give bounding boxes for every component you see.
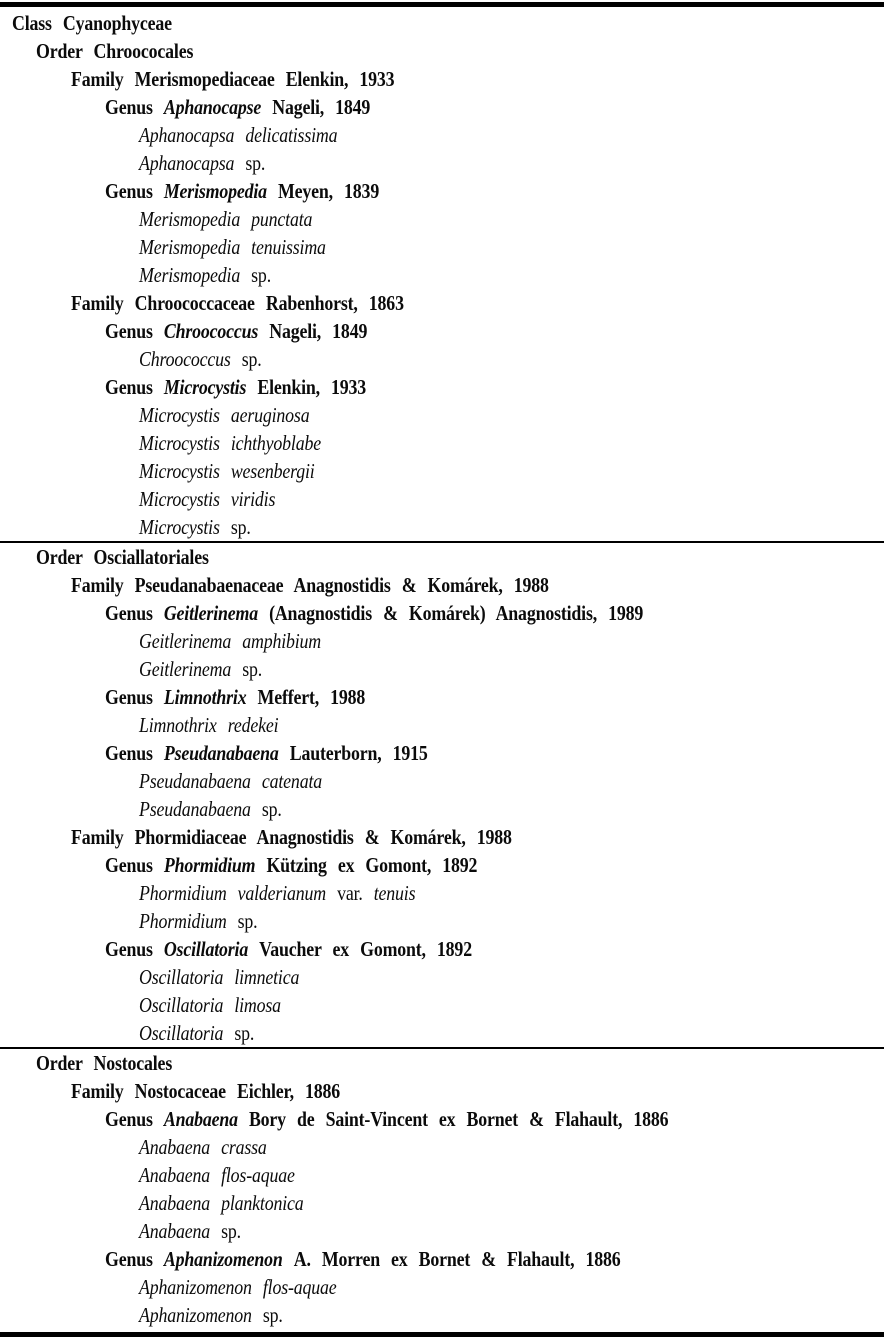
taxon-segment: Geitlerinema [163, 601, 258, 625]
taxon-text [139, 121, 337, 149]
taxon-text [139, 1161, 295, 1189]
taxon-segment: Anabaena [139, 1219, 211, 1243]
row-species [0, 991, 884, 1019]
taxon-segment: (Anagnostidis & Komárek) Anagnostidis, 1989 [269, 601, 644, 625]
taxon-segment: sp. [221, 1219, 241, 1243]
taxon-segment: Bory de Saint-Vincent ex Bornet & Flahault, 1886 [248, 1107, 669, 1131]
taxon-segment: Order Chroococales [36, 39, 194, 63]
taxon-segment: Family Pseudanabaenaceae Anagnostidis & Komárek, 1988 [71, 573, 549, 597]
taxon-text [139, 907, 257, 935]
row-species [0, 711, 884, 739]
row-genus [0, 851, 884, 879]
row-species [0, 627, 884, 655]
taxon-text [139, 205, 312, 233]
taxon-segment: Genus [105, 319, 153, 343]
taxon-text [105, 93, 370, 121]
taxon-text [105, 317, 367, 345]
taxon-segment: Oscillatoria limnetica [139, 965, 300, 989]
taxon-text [139, 261, 271, 289]
taxon-segment: Chroococcus [139, 347, 231, 371]
taxon-text [139, 429, 321, 457]
row-species [0, 1301, 884, 1329]
row-species [0, 1217, 884, 1245]
row-species [0, 261, 884, 289]
taxon-text [139, 1301, 283, 1329]
taxon-text [105, 851, 477, 879]
taxon-segment: Phormidium [139, 909, 227, 933]
row-family [0, 823, 884, 851]
row-species [0, 485, 884, 513]
taxon-segment: Aphanizomenon flos-aquae [139, 1275, 337, 1299]
taxon-text [139, 149, 265, 177]
taxon-segment: Chroococcus [163, 319, 259, 343]
taxon-segment: Phormidium valderianum [139, 881, 326, 905]
taxon-segment: Nageli, 1849 [272, 95, 371, 119]
row-species [0, 401, 884, 429]
taxon-text [139, 233, 326, 261]
taxon-segment: Vaucher ex Gomont, 1892 [259, 937, 472, 961]
row-species [0, 513, 884, 541]
taxon-segment: Order Osciallatoriales [36, 545, 209, 569]
taxonomy-table [0, 2, 884, 1337]
taxon-text [139, 485, 275, 513]
row-genus [0, 1105, 884, 1133]
taxon-segment: Merismopedia tenuissima [139, 235, 326, 259]
taxon-segment: Genus [105, 937, 153, 961]
row-species [0, 1189, 884, 1217]
row-genus [0, 373, 884, 401]
taxon-segment: Oscillatoria limosa [139, 993, 281, 1017]
row-species [0, 655, 884, 683]
taxon-segment: A. Morren ex Bornet & Flahault, 1886 [293, 1247, 621, 1271]
row-family [0, 1077, 884, 1105]
taxon-segment: Anabaena crassa [139, 1135, 267, 1159]
taxon-segment: Merismopedia punctata [139, 207, 313, 231]
taxon-segment: Limnothrix redekei [139, 713, 279, 737]
row-species [0, 205, 884, 233]
taxon-segment: Family Nostocaceae Eichler, 1886 [71, 1079, 341, 1103]
taxon-segment: Merismopedia [163, 179, 267, 203]
taxon-segment: Limnothrix [163, 685, 247, 709]
row-family [0, 289, 884, 317]
taxon-text [139, 711, 278, 739]
taxon-segment: Genus [105, 853, 153, 877]
taxon-text [105, 1105, 668, 1133]
row-genus [0, 739, 884, 767]
taxon-segment: sp. [230, 515, 251, 539]
taxon-text [105, 599, 643, 627]
row-species [0, 121, 884, 149]
taxon-segment: sp. [234, 1021, 255, 1045]
taxon-segment: Genus [105, 179, 153, 203]
taxon-segment: sp. [242, 657, 263, 681]
taxon-segment: Genus [105, 375, 153, 399]
taxon-text [105, 935, 472, 963]
taxon-segment: Oscillatoria [163, 937, 249, 961]
taxon-segment: Microcystis aeruginosa [139, 403, 310, 427]
taxon-segment: Pseudanabaena [163, 741, 279, 765]
taxon-text [105, 1245, 620, 1273]
taxon-text [71, 1077, 340, 1105]
taxon-segment: Merismopedia [139, 263, 241, 287]
row-genus [0, 317, 884, 345]
taxon-segment: Microcystis [163, 375, 247, 399]
taxon-segment: tenuis [373, 881, 416, 905]
taxon-text [105, 683, 365, 711]
taxon-text [139, 627, 321, 655]
row-order [0, 543, 884, 571]
taxon-segment: Class Cyanophyceae [12, 11, 172, 35]
taxon-segment: Family Chroococcaceae Rabenhorst, 1863 [71, 291, 404, 315]
taxon-segment: Microcystis wesenbergii [139, 459, 315, 483]
taxon-segment: var. [337, 881, 363, 905]
taxon-text [139, 767, 322, 795]
taxon-text [139, 1217, 241, 1245]
taxon-segment: Phormidium [163, 853, 256, 877]
row-order [0, 37, 884, 65]
taxon-text [12, 9, 172, 37]
taxon-text [105, 739, 428, 767]
taxon-text [139, 655, 262, 683]
taxon-segment: Anabaena [163, 1107, 238, 1131]
taxon-segment: Elenkin, 1933 [257, 375, 367, 399]
row-genus [0, 599, 884, 627]
row-species [0, 1133, 884, 1161]
taxon-text [36, 1049, 172, 1077]
taxon-segment: Aphanocapsa delicatissima [139, 123, 338, 147]
taxon-text [139, 1019, 254, 1047]
taxon-segment: Genus [105, 95, 153, 119]
taxon-segment: Geitlerinema amphibium [139, 629, 322, 653]
taxon-segment: Aphanizomenon [163, 1247, 283, 1271]
taxon-text [139, 401, 309, 429]
row-species [0, 457, 884, 485]
row-species [0, 429, 884, 457]
taxon-segment: sp. [262, 1303, 283, 1327]
taxon-segment: Nageli, 1849 [269, 319, 368, 343]
row-species [0, 907, 884, 935]
row-family [0, 571, 884, 599]
row-species [0, 767, 884, 795]
row-species [0, 795, 884, 823]
taxon-segment: Family Phormidiaceae Anagnostidis & Komárek, 1988 [71, 825, 512, 849]
taxon-segment: Microcystis [139, 515, 220, 539]
taxon-segment: Oscillatoria [139, 1021, 224, 1045]
row-species [0, 963, 884, 991]
taxon-segment: sp. [251, 263, 271, 287]
row-species [0, 1273, 884, 1301]
taxon-segment: Geitlerinema [139, 657, 232, 681]
taxon-text [139, 795, 282, 823]
row-genus [0, 683, 884, 711]
row-species [0, 1019, 884, 1047]
taxon-text [139, 879, 415, 907]
taxon-text [139, 1133, 267, 1161]
row-family [0, 65, 884, 93]
taxon-text [36, 543, 209, 571]
taxonomy-rows [0, 9, 884, 1329]
taxon-text [139, 1189, 304, 1217]
taxon-text [105, 177, 379, 205]
taxon-segment: sp. [245, 151, 266, 175]
taxon-text [36, 37, 193, 65]
row-species [0, 1161, 884, 1189]
taxon-segment: Aphanocapsa [139, 151, 235, 175]
taxon-segment: sp. [241, 347, 262, 371]
taxon-text [139, 513, 251, 541]
row-genus [0, 177, 884, 205]
taxon-segment: Genus [105, 685, 153, 709]
taxon-segment: Genus [105, 1247, 153, 1271]
taxon-text [71, 289, 404, 317]
taxon-segment: Family Merismopediaceae Elenkin, 1933 [71, 67, 395, 91]
row-species [0, 149, 884, 177]
taxon-segment: Lauterborn, 1915 [289, 741, 428, 765]
taxon-segment: Meffert, 1988 [257, 685, 366, 709]
taxon-segment: Pseudanabaena catenata [139, 769, 323, 793]
taxon-segment: Aphanizomenon [139, 1303, 252, 1327]
taxon-segment: Genus [105, 601, 153, 625]
row-species [0, 345, 884, 373]
taxon-text [139, 963, 299, 991]
taxon-text [71, 65, 394, 93]
taxon-text [139, 345, 262, 373]
row-genus [0, 93, 884, 121]
taxon-segment: Order Nostocales [36, 1051, 173, 1075]
row-species [0, 233, 884, 261]
taxon-segment: Anabaena planktonica [139, 1191, 304, 1215]
taxon-segment: Pseudanabaena [139, 797, 251, 821]
taxon-text [139, 457, 315, 485]
taxon-segment: Genus [105, 741, 153, 765]
row-species [0, 879, 884, 907]
row-genus [0, 1245, 884, 1273]
row-genus [0, 935, 884, 963]
taxon-text [139, 1273, 337, 1301]
taxon-segment: Genus [105, 1107, 153, 1131]
taxon-segment: sp. [237, 909, 258, 933]
taxon-segment: Microcystis ichthyoblabe [139, 431, 321, 455]
taxon-segment: sp. [261, 797, 282, 821]
taxon-text [139, 991, 281, 1019]
taxon-text [71, 823, 512, 851]
row-class [0, 9, 884, 37]
taxon-segment: Anabaena flos-aquae [139, 1163, 295, 1187]
taxon-segment: Meyen, 1839 [277, 179, 380, 203]
taxon-segment: Kützing ex Gomont, 1892 [266, 853, 478, 877]
row-order [0, 1049, 884, 1077]
taxon-segment: Aphanocapse [163, 95, 262, 119]
taxon-text [71, 571, 549, 599]
taxon-segment: Microcystis viridis [139, 487, 276, 511]
taxon-text [105, 373, 366, 401]
